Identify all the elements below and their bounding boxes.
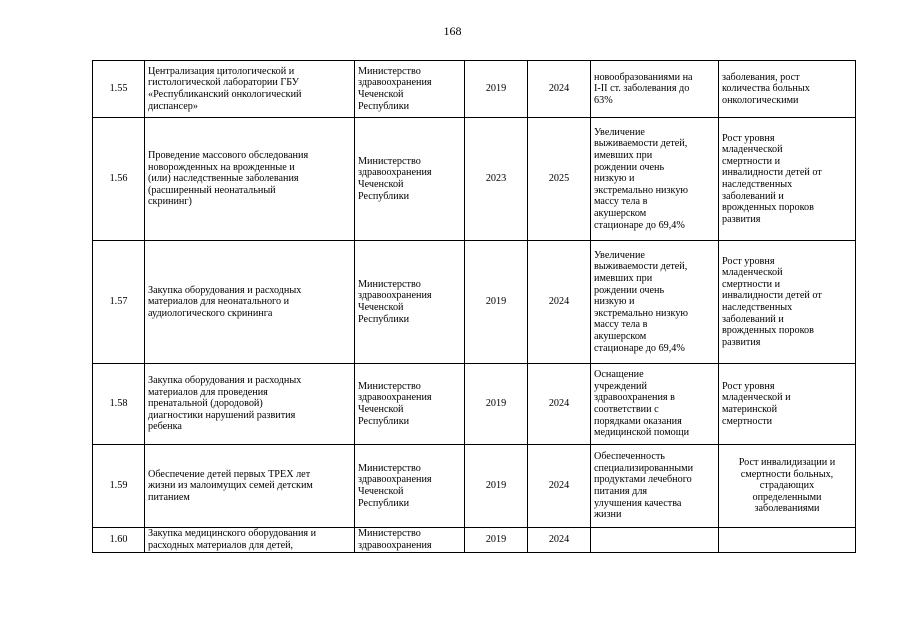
indicator-cell: Оснащение учреждений здравоохранения в соответствии с порядками оказания медицинской помощи bbox=[591, 364, 719, 445]
executor-cell: Министерство здравоохранения Чеченской Республики bbox=[355, 61, 465, 118]
end-year-cell: 2024 bbox=[528, 241, 591, 364]
table-row bbox=[93, 118, 856, 241]
end-year-cell: 2024 bbox=[528, 61, 591, 118]
end-year-cell: 2024 bbox=[528, 445, 591, 528]
indicator-cell: Обеспеченность специализированными продуктами лечебного питания для улучшения качества жизни bbox=[591, 445, 719, 528]
row-number: 1.56 bbox=[93, 118, 145, 241]
start-year-cell: 2019 bbox=[465, 241, 528, 364]
executor-cell: Министерство здравоохранения Чеченской Республики bbox=[355, 118, 465, 241]
event-cell: Закупка оборудования и расходных материалов для проведения пренатальной (дородовой) диагностики нарушений развития ребенка bbox=[145, 364, 355, 445]
table-row bbox=[93, 445, 856, 528]
event-cell: Проведение массового обследования новорожденных на врожденные и (или) наследственные заболевания (расширенный неонатальный скрининг) bbox=[145, 118, 355, 241]
table-row bbox=[93, 61, 856, 118]
start-year-cell: 2019 bbox=[465, 364, 528, 445]
result-cell: Рост уровня младенческой смертности и инвалидности детей от наследственных заболеваний и врожденных пороков развития bbox=[719, 241, 856, 364]
event-cell: Обеспечение детей первых ТРЕХ лет жизни из малоимущих семей детским питанием bbox=[145, 445, 355, 528]
result-cell: Рост инвалидизации и смертности больных, страдающих определенными заболеваниями bbox=[719, 445, 856, 528]
executor-cell: Министерство здравоохранения Чеченской Республики bbox=[355, 241, 465, 364]
start-year-cell: 2019 bbox=[465, 445, 528, 528]
start-year-cell: 2019 bbox=[465, 61, 528, 118]
start-year-cell: 2023 bbox=[465, 118, 528, 241]
event-cell: Закупка оборудования и расходных материалов для неонатального и аудиологического скрининга bbox=[145, 241, 355, 364]
result-cell: Рост уровня младенческой и материнской смертности bbox=[719, 364, 856, 445]
result-cell: заболевания, рост количества больных онкологическими bbox=[719, 61, 856, 118]
indicator-cell: новообразованиями на I-II ст. заболевания до 63% bbox=[591, 61, 719, 118]
event-cell: Централизация цитологической и гистологической лаборатории ГБУ «Республиканский онкологический диспансер» bbox=[145, 61, 355, 118]
result-cell bbox=[719, 528, 856, 553]
event-cell: Закупка медицинского оборудования и расходных материалов для детей, bbox=[145, 528, 355, 553]
row-number: 1.57 bbox=[93, 241, 145, 364]
page-number: 168 bbox=[443, 24, 462, 38]
result-cell: Рост уровня младенческой смертности и инвалидности детей от наследственных заболеваний и врожденных пороков развития bbox=[719, 118, 856, 241]
indicator-cell: Увеличение выживаемости детей, имевших при рождении очень низкую и экстремально низкую массу тела в акушерском стационаре до 69,4% bbox=[591, 118, 719, 241]
end-year-cell: 2024 bbox=[528, 364, 591, 445]
measures-table bbox=[92, 60, 856, 553]
executor-cell: Министерство здравоохранения Чеченской Республики bbox=[355, 364, 465, 445]
end-year-cell: 2025 bbox=[528, 118, 591, 241]
row-number: 1.58 bbox=[93, 364, 145, 445]
executor-cell: Министерство здравоохранения bbox=[355, 528, 465, 553]
table-row bbox=[93, 241, 856, 364]
row-number: 1.60 bbox=[93, 528, 145, 553]
table-row bbox=[93, 364, 856, 445]
row-number: 1.59 bbox=[93, 445, 145, 528]
start-year-cell: 2019 bbox=[465, 528, 528, 553]
table-row bbox=[93, 528, 856, 553]
indicator-cell bbox=[591, 528, 719, 553]
row-number: 1.55 bbox=[93, 61, 145, 118]
executor-cell: Министерство здравоохранения Чеченской Республики bbox=[355, 445, 465, 528]
end-year-cell: 2024 bbox=[528, 528, 591, 553]
indicator-cell: Увеличение выживаемости детей, имевших при рождении очень низкую и экстремально низкую массу тела в акушерском стационаре до 69,4% bbox=[591, 241, 719, 364]
